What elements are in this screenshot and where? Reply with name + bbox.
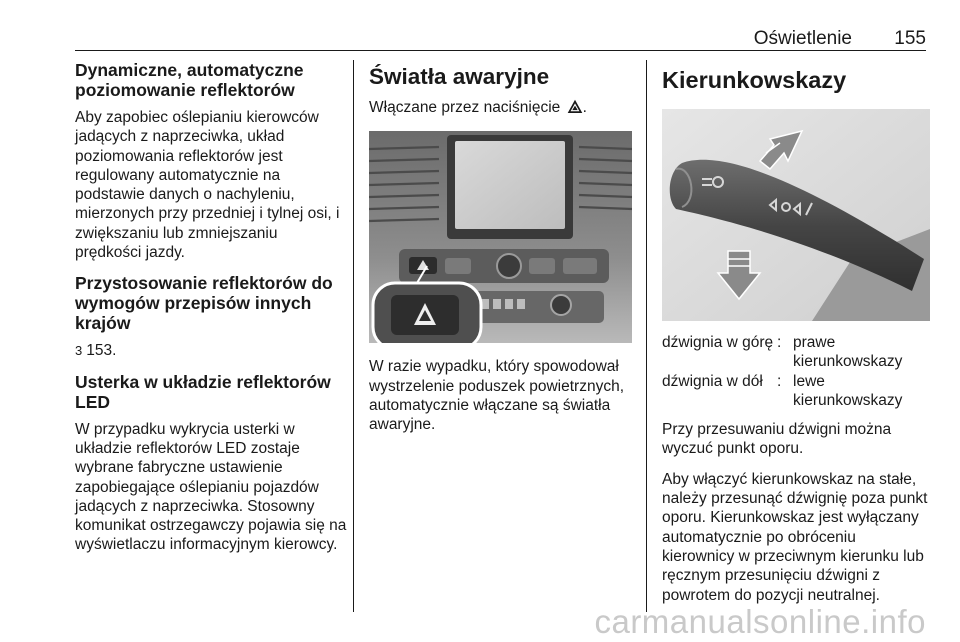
section-title: Oświetlenie <box>753 28 852 49</box>
hazard-intro-end: . <box>582 99 587 116</box>
definition-row <box>662 333 932 372</box>
paragraph-headlight-leveling: Aby zapobiec oślepianiu kierowców jadących z naprzeciwka, układ poziomowania reflektorów jest regulowany automatycznie na podstawie danych o nachyleniu, mierzonych przy przedniej i tylnej osi, i zwiększaniu lub zmniejszaniu prędkości jazdy. <box>75 109 340 262</box>
paragraph-permanent-signal: Aby włączyć kierunkowskaz na stałe, należy przesunąć dźwignię poza punkt oporu. Kierunkowskaz jest wyłączany automatycznie po obróceniu kierownicy w przeciwnym kierunku lub ręcznym przesunięciu dźwigni z powrotem do pozycji neutralnej. <box>662 470 928 604</box>
column-right <box>662 60 932 616</box>
column-middle <box>369 60 634 445</box>
page-number: 155 <box>894 28 926 49</box>
paragraph-hazard-auto: W razie wypadku, który spowodował wystrzelenie poduszek powietrznych, automatycznie włączane są światła awaryjne. <box>369 358 625 434</box>
heading-foreign-adjustment: Przystosowanie reflektorów do wymogów przepisów innych krajów <box>75 273 333 334</box>
turn-signal-lever-image <box>662 109 930 321</box>
page-header <box>75 26 926 51</box>
column-left <box>75 60 347 566</box>
paragraph-led-fault: W przypadku wykrycia usterki w układzie reflektorów LED zostaje wybrane fabryczne ustawienie zapobiegające oślepianiu pojazdów jadących z naprzeciwka. Stosowny komunikat ostrzegawczy pojawia się na wyświetlaczu informacyjnym kierowcy. <box>75 420 347 554</box>
reference-page: 153. <box>86 342 117 360</box>
hazard-switch-image <box>369 131 632 343</box>
hazard-intro <box>369 98 634 117</box>
definition-term: dźwignia w górę <box>662 334 774 351</box>
definition-value: prawe kierunkowskazy <box>793 334 903 371</box>
heading-hazard-lights: Światła awaryjne <box>369 64 550 89</box>
definition-colon: : <box>777 372 782 390</box>
heading-turn-signals: Kierunkowskazy <box>662 67 847 93</box>
paragraph-detent: Przy przesuwaniu dźwigni można wyczuć punkt oporu. <box>662 421 892 458</box>
hazard-intro-text: Włączane przez naciśnięcie <box>369 99 561 116</box>
heading-headlight-leveling: Dynamiczne, automatyczne poziomowanie reflektorów <box>75 60 304 100</box>
definition-term: dźwignia w dół <box>662 372 763 390</box>
definition-colon: : <box>777 334 782 351</box>
definition-list <box>662 333 932 410</box>
heading-led-fault: Usterka w układzie reflektorów LED <box>75 371 331 412</box>
watermark: carmanualsonline.info <box>594 603 926 640</box>
column-divider <box>353 60 354 612</box>
column-divider <box>646 60 647 612</box>
reference-arrow-icon: 3 <box>75 343 83 359</box>
definition-value: lewe kierunkowskazy <box>793 372 903 409</box>
page-reference[interactable] <box>75 341 347 360</box>
hazard-triangle-icon <box>567 99 583 114</box>
definition-row <box>662 372 932 411</box>
